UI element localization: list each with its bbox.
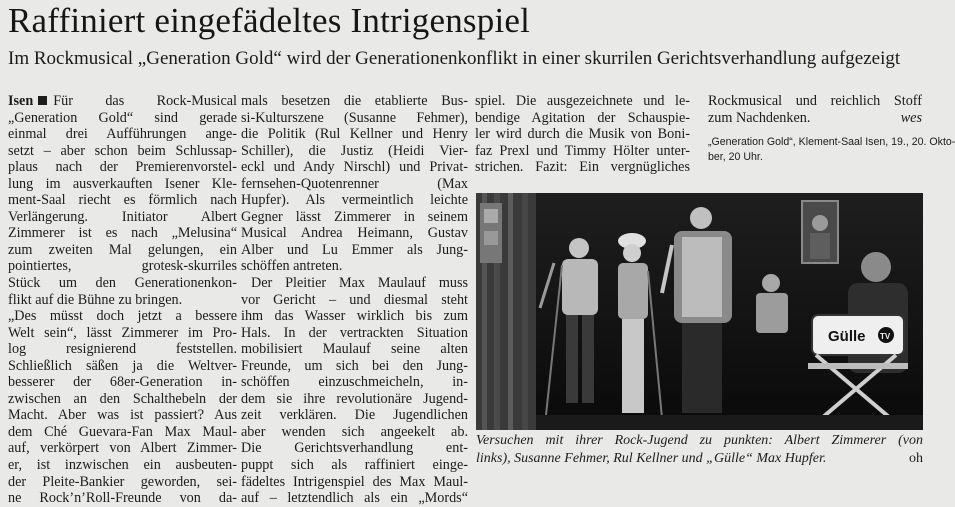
stage-photo-illustration <box>476 193 923 430</box>
text-line: si-Kulturszene (Susanne Fehmer), <box>241 109 468 126</box>
text-line: ihm das Wasser wirklich bis zum <box>241 308 468 325</box>
dateline-square-icon <box>38 96 47 105</box>
info-line: ber, 20 Uhr. <box>708 151 763 164</box>
text-line: Welt sein“, lässt Zimmerer im Pro- <box>8 324 237 341</box>
text-line: flikt auf die Bühne zu bringen. <box>8 291 183 308</box>
text-line: setzt – aber schon beim Schlussap- <box>8 142 237 159</box>
event-info <box>708 135 955 165</box>
text-line: zum Nachdenken. wes <box>708 109 922 126</box>
text-line: Stück um den Generationenkon- <box>8 275 237 292</box>
stage-photo <box>476 193 923 430</box>
text-line: spiel. Die ausgezeichnete und le- <box>475 93 690 109</box>
text-line: ne Rock’n’Roll-Freunde von da- <box>8 490 237 507</box>
text-line: eckl und Andy Nirschl) und Privat- <box>241 159 468 176</box>
text-line: er, ist inzwischen ein ausbeuten- <box>8 457 237 474</box>
text-line: besserer der 68er-Generation in- <box>8 374 237 391</box>
author-signature: wes <box>900 109 922 126</box>
text-line: Isen Für das Rock-Musical <box>8 93 237 109</box>
text-line: Schließlich säßen ja die Weltver- <box>8 357 237 374</box>
text-line: ler wird durch die Musik von Boni- <box>475 126 690 143</box>
text-line: aber wenden sich angeekelt ab. <box>241 423 468 440</box>
text-line: einmal drei Aufführungen ange- <box>8 126 237 143</box>
text-line: zeit verklären. Die Jugendlichen <box>241 407 468 424</box>
caption-line: links), Susanne Fehmer, Rul Kellner und „Gülle“ Max Hupfer. oh <box>476 450 923 466</box>
text-line: Zimmerer ist es nach „Melusina“ <box>8 225 237 242</box>
text-line: Musical Andrea Heimann, Gustav <box>241 225 468 242</box>
text-line: Freunde, um sich bei den Jung- <box>241 357 468 374</box>
text-line: log resignierend feststellen. <box>8 341 237 358</box>
text-line: bendige Agitation der Schauspie- <box>475 109 690 126</box>
text-line: dem Ché Guevara-Fan Max Maul- <box>8 423 237 440</box>
text-line: auf – letztendlich als ein „Mords“ <box>241 490 468 507</box>
text-line: Die Gerichtsverhandlung ent- <box>241 440 468 457</box>
photo-caption <box>476 432 923 467</box>
text-line: „Generation Gold“ sind gerade <box>8 109 237 126</box>
text-line: Alber und Lu Emmer als Jung- <box>241 241 468 258</box>
text-line: die Politik (Rul Kellner und Henry <box>241 126 468 143</box>
caption-line: Versuchen mit ihrer Rock-Jugend zu punkten: Albert Zimmerer (von <box>476 433 923 448</box>
article-subheadline: Im Rockmusical „Generation Gold“ wird der Generationenkonflikt in einer skurrilen Gerichtsverhandlung aufgezeigt <box>8 48 901 69</box>
text-line: dem sie ihre revolutionäre Jugend- <box>241 390 468 407</box>
text-line: Gegner lässt Zimmerer in seinem <box>241 208 468 225</box>
text-line: Hupfer). Als vermeintlich leichte <box>241 192 468 209</box>
text-line: strichen. Fazit: Ein vergnügliches <box>475 159 690 176</box>
text-line: Schiller), die Justiz (Heidi Vier- <box>241 142 468 159</box>
text-line: plaus nach der Premierenvorstel- <box>8 159 237 176</box>
text-line: vor Gericht – und diesmal steht <box>241 291 468 308</box>
text-line: mobilisiert Maulauf seine alten <box>241 341 468 358</box>
text-line: ment-Saal riecht es förmlich nach <box>8 192 237 209</box>
chair-label: Gülle <box>828 328 866 345</box>
article-headline: Raffiniert eingefädeltes Intrigenspiel <box>8 1 531 40</box>
text-line: schöffen antreten. <box>241 258 343 275</box>
text-line: Der Pleitier Max Maulauf muss <box>251 275 468 292</box>
text-line: auf, verkörpert von Albert Zimmer- <box>8 440 237 457</box>
text-line: Rockmusical und reichlich Stoff <box>708 93 922 109</box>
text-line: faz Prexl und Timmy Hölter unter- <box>475 142 690 159</box>
text-line: fernsehen-Quotenrenner (Max <box>241 175 468 192</box>
text-line: zwischen an den Schalthebeln der <box>8 390 237 407</box>
text-line: der Pleite-Bankier geworden, sei- <box>8 473 237 490</box>
text-line: „Des müsst doch jetzt a bessere <box>8 308 237 325</box>
dateline: Isen <box>8 93 34 109</box>
article-column-1 <box>8 93 237 507</box>
text-line: mals besetzen die etablierte Bus- <box>241 93 468 109</box>
photo-credit: oh <box>909 450 923 466</box>
text-line: Hals. In der vertrackten Situation <box>241 324 468 341</box>
text-line: Verlängerung. Initiator Albert <box>8 208 237 225</box>
article-column-2 <box>241 93 468 507</box>
article-column-3 <box>475 93 690 176</box>
text-line: zum zweiten Mal gelungen, ein <box>8 241 237 258</box>
text-line: schöffen einzuschmeicheln, in- <box>241 374 468 391</box>
info-line: „Generation Gold“, Klement-Saal Isen, 19., 20. Okto- <box>708 136 955 149</box>
text-line: lung im ausverkauften Isener Kle- <box>8 175 237 192</box>
chair-logo-text: TV <box>880 332 891 341</box>
text-line: fädeltes Intrigenspiel des Max Maul- <box>241 473 468 490</box>
text-line: Macht. Aber was ist passiert? Aus <box>8 407 237 424</box>
text-line: puppt sich als raffiniert einge- <box>241 457 468 474</box>
text-line: pointiertes, grotesk-skurriles <box>8 258 237 275</box>
article-column-4 <box>708 93 955 165</box>
